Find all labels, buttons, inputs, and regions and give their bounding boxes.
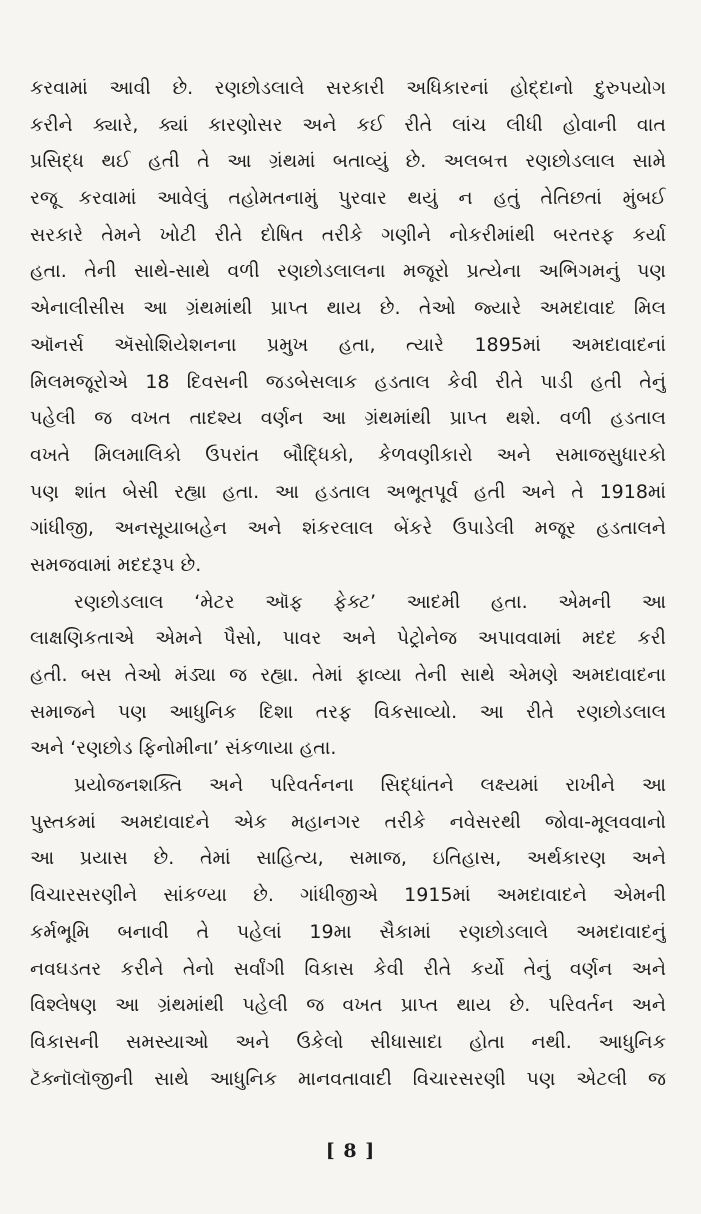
text-line: હતા. તેની સાથે-સાથે વળી રણછોડલાલના મજૂરો પ્રત્યેના અભિગમનું પણ [30,260,666,283]
text-line: પ્રસિદ્ધ થઈ હતી તે આ ગ્રંથમાં બતાવ્યું છે. અલબત્ત રણછોડલાલ સામે [30,150,666,173]
paragraph-end-line: સમજવામાં મદદરૂપ છે. [30,553,202,576]
text-line: પહેલી જ વખત તાદશ્ય વર્ણન આ ગ્રંથમાંથી પ્રાપ્ત થશે. વળી હડતાલ [30,407,666,430]
text-line: સમાજને પણ આધુનિક દિશા તરફ વિકસાવ્યો. આ રીતે રણછોડલાલ [30,700,666,723]
text-line: વિશ્લેષણ આ ગ્રંથમાંથી પહેલી જ વખત પ્રાપ્ત થાય છે. પરિવર્તન અને [30,994,666,1017]
text-line: મિલમજૂરોએ 18 દિવસની જડબેસલાક હડતાલ કેવી રીતે પાડી હતી તેનું [30,370,666,393]
text-line: એનાલીસીસ આ ગ્રંથમાંથી પ્રાપ્ત થાય છે. તેઓ જ્યારે અમદાવાદ મિલ [30,297,666,320]
text-line: રજૂ કરવામાં આવેલું તહોમતનામું પુરવાર થયું ન હતું તેતિછતાં મુંબઈ [30,187,666,210]
text-line: વિચારસરણીને સાંકળ્યા છે. ગાંધીજીએ 1915માં અમદાવાદને એમની [30,884,666,907]
paragraph-end-line: અને ‘રણછોડ ફિનોમીના’ સંકળાયા હતા. [30,737,337,760]
text-line: નવઘડતર કરીને તેનો સર્વાંગી વિકાસ કેવી રીતે કર્યો તેનું વર્ણન અને [30,957,666,980]
text-line: હતી. બસ તેઓ મંડ્યા જ રહ્યા. તેમાં ફાવ્યા તેની સાથે એમણે અમદાવાદના [30,664,666,686]
text-line: કરવામાં આવી છે. રણછોડલાલે સરકારી અધિકારનાં હોદ્દાનો દુરુપયોગ [30,77,666,99]
text-line: ટૅક્નૉલૉજીની સાથે આધુનિક માનવતાવાદી વિચારસરણી પણ એટલી જ [30,1067,666,1090]
page-number: [ 8 ] [325,1140,376,1162]
text-line: લાક્ષણિકતાએ એમને પૈસો, પાવર અને પેટ્રોનેજ અપાવવામાં મદદ કરી [30,627,666,650]
text-line: આ પ્રયાસ છે. તેમાં સાહિત્ય, સમાજ, ઇતિહાસ, અર્થકારણ અને [30,847,666,870]
text-line: ઑનર્સ ઍસોશિયેશનના પ્રમુખ હતા, ત્યારે 1895માં અમદાવાદનાં [30,333,666,356]
body-text [30,70,666,1097]
paragraph-first-line: પ્રયોજનશક્તિ અને પરિવર્તનના સિદ્ધાંતને લક્ષ્યમાં રાખીને આ [74,774,666,797]
text-line: વિકાસની સમસ્યાઓ અને ઉકેલો સીધાસાદા હોતા નથી. આધુનિક [30,1030,666,1053]
text-line: પુસ્તકમાં અમદાવાદને એક મહાનગર તરીકે નવેસરથી જોવા-મૂલવવાનો [30,810,666,833]
text-line: વખતે મિલમાલિકો ઉપરાંત બૌદ્ધિકો, કેળવણીકારો અને સમાજસુધારકો [30,443,666,466]
text-line: ગાંધીજી, અનસૂયાબહેન અને શંકરલાલ બેંકરે ઉપાડેલી મજૂર હડતાલને [30,517,666,540]
text-line: કર્મભૂમિ બનાવી તે પહેલાં 19મા સૈકામાં રણછોડલાલે અમદાવાદનું [30,920,666,943]
text-line: પણ શાંત બેસી રહ્યા હતા. આ હડતાલ અભૂતપૂર્વ હતી અને તે 1918માં [30,480,666,503]
text-line: કરીને ક્યારે, ક્યાં કારણોસર અને કઈ રીતે લાંચ લીધી હોવાની વાત [30,113,666,136]
paragraph-first-line: રણછોડલાલ ‘મેટર ઑફ ફેક્ટ’ આદમી હતા. એમની આ [74,590,666,613]
text-line: સરકારે તેમને ખોટી રીતે દોષિત તરીકે ગણીને નોકરીમાંથી બરતરફ કર્યા [30,223,666,246]
